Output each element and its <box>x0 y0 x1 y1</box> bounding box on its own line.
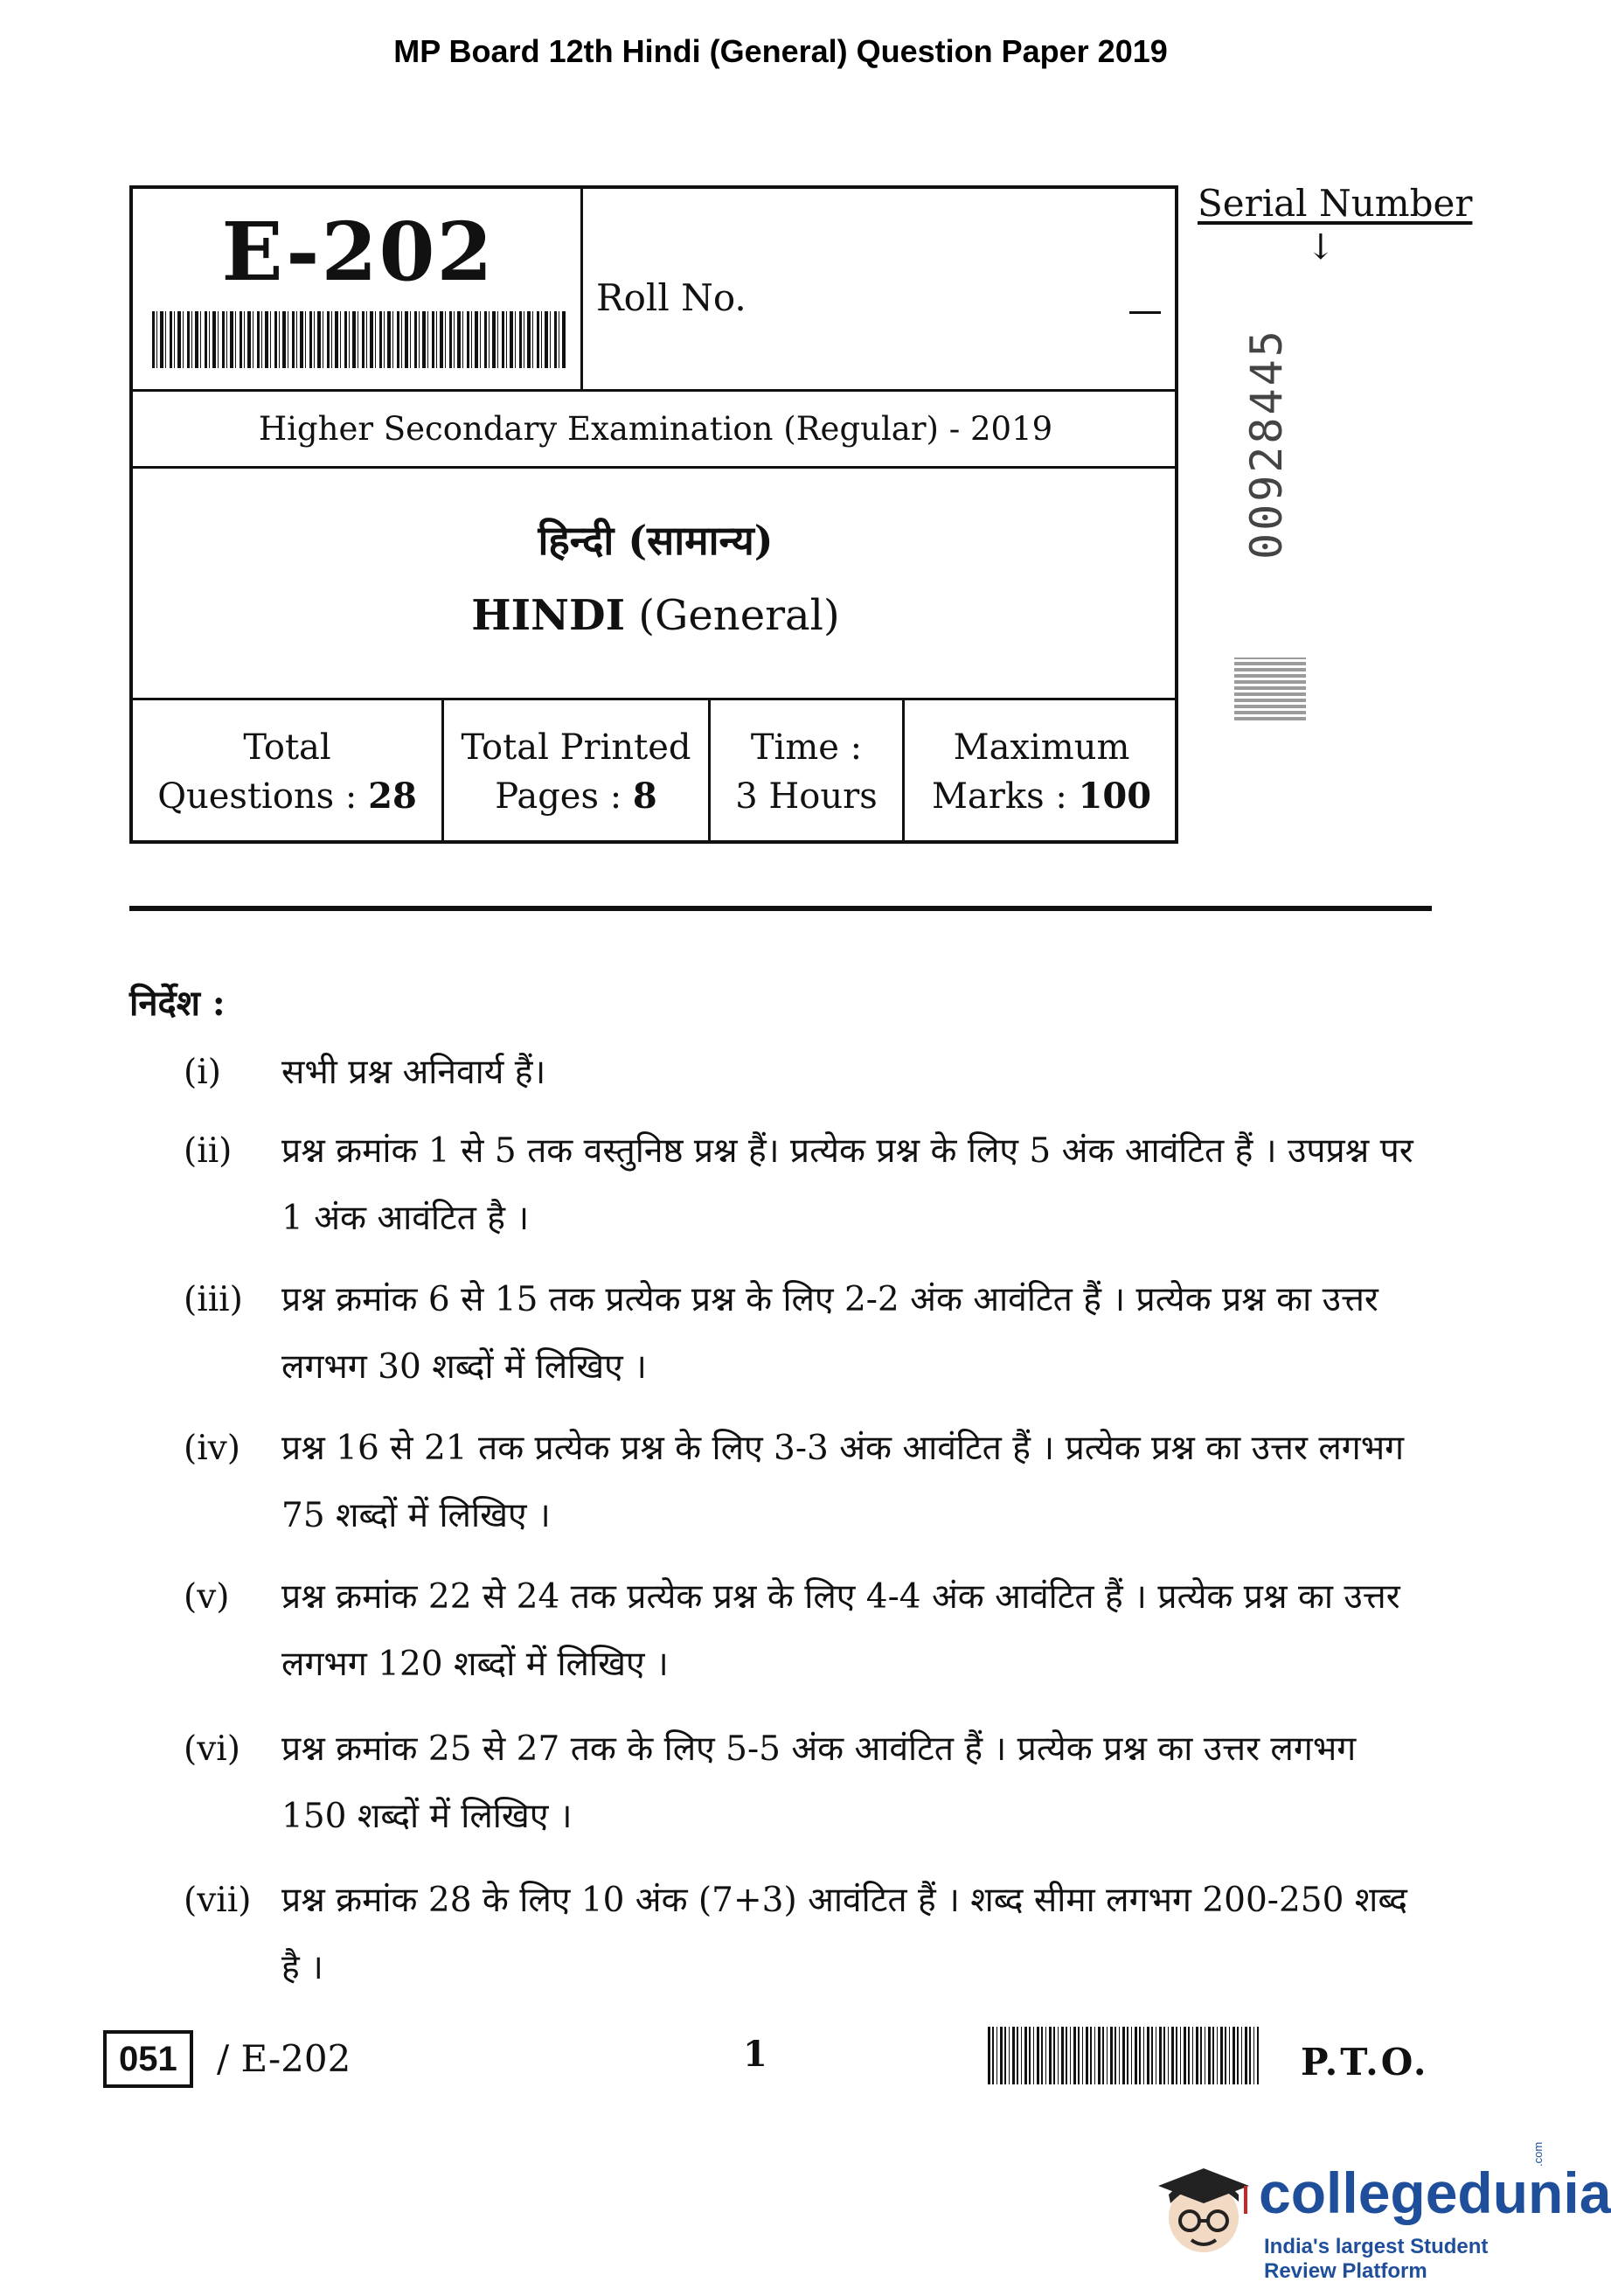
serial-number: 00928445 <box>1241 328 1292 560</box>
total-pages-value: 8 <box>632 776 657 817</box>
pto-label: P.T.O. <box>1301 2041 1429 2084</box>
time: Time : 3 Hours <box>708 700 902 844</box>
total-questions-value: 28 <box>368 776 417 817</box>
paper-header-box <box>129 185 1178 844</box>
instruction-number: (iii) <box>184 1280 243 1319</box>
subject-hindi: हिन्दी (सामान्य) <box>538 517 774 564</box>
instruction-text: प्रश्न क्रमांक 6 से 15 तक प्रत्येक प्रश्न के लिए 2-2 अंक आवंटित हैं । प्रत्येक प्रश्न का उत्तर लगभग 30 शब्दों में लिखिए । <box>281 1280 1378 1387</box>
instruction-item <box>184 1715 1425 1850</box>
divider <box>133 466 1178 469</box>
instruction-text: प्रश्न क्रमांक 28 के लिए 10 अंक (7+3) आवंटित हैं । शब्द सीमा लगभग 200-250 शब्द है । <box>281 1881 1408 1987</box>
qr-code-icon <box>1234 657 1306 720</box>
instruction-number: (iv) <box>184 1429 240 1468</box>
footer-code: 051 <box>103 2030 193 2088</box>
page-number: 1 <box>743 2034 767 2075</box>
barcode-icon <box>152 311 567 368</box>
instruction-text: प्रश्न 16 से 21 तक प्रत्येक प्रश्न के लिए 3-3 अंक आवंटित हैं । प्रत्येक प्रश्न का उत्तर लगभग 75 शब्दों में लिखिए । <box>281 1429 1405 1535</box>
instruction-number: (i) <box>184 1053 221 1092</box>
subject-english <box>133 591 1178 640</box>
instruction-number: (v) <box>184 1577 230 1617</box>
exam-name: Higher Secondary Examination (Regular) - 2019 <box>258 410 1053 448</box>
down-arrow-icon: ↓ <box>1306 227 1336 268</box>
subject-english-bold: HINDI <box>471 591 626 640</box>
instruction-number: (vii) <box>184 1881 252 1920</box>
instruction-text: सभी प्रश्न अनिवार्य हैं। <box>281 1053 546 1092</box>
maximum-marks-value: 100 <box>1078 776 1152 817</box>
exam-code: E-202 <box>221 205 495 299</box>
instruction-item <box>184 1867 1425 2001</box>
collegedunia-logo-icon <box>1158 2160 1254 2265</box>
instruction-item <box>184 1415 1425 1549</box>
roll-number-field <box>1129 311 1161 314</box>
instruction-text: प्रश्न क्रमांक 1 से 5 तक वस्तुनिष्ठ प्रश्न हैं। प्रत्येक प्रश्न के लिए 5 अंक आवंटित हैं । उपप्रश्न पर 1 अंक आवंटित है । <box>281 1131 1413 1238</box>
instruction-text: प्रश्न क्रमांक 22 से 24 तक प्रत्येक प्रश्न के लिए 4-4 अंक आवंटित हैं । प्रत्येक प्रश्न का उत्तर लगभग 120 शब्दों में लिखिए । <box>281 1577 1400 1684</box>
barcode-icon <box>988 2027 1259 2084</box>
serial-number-label: Serial Number <box>1198 182 1473 225</box>
section-divider <box>129 906 1432 911</box>
instruction-item <box>184 1563 1425 1698</box>
time-value: 3 Hours <box>735 776 878 817</box>
brand-dotcom: .com <box>1531 2141 1545 2167</box>
paper-info-row <box>133 700 1178 844</box>
exam-code-cell <box>133 189 583 389</box>
footer-paper-code: / E-202 <box>217 2037 351 2080</box>
page-title: MP Board 12th Hindi (General) Question Paper 2019 <box>393 33 1168 69</box>
instructions-heading: निर्देश : <box>129 983 226 1024</box>
instruction-number: (ii) <box>184 1131 233 1171</box>
total-questions: Total Questions : 28 <box>157 727 417 817</box>
brand-tagline: India's largest Student Review Platform <box>1264 2235 1489 2283</box>
instruction-item <box>184 1039 1425 1106</box>
instruction-item <box>184 1266 1425 1401</box>
instruction-number: (vi) <box>184 1729 240 1769</box>
maximum-marks: Maximum Marks : 100 <box>902 700 1178 844</box>
subject-english-rest: (General) <box>638 591 840 640</box>
instruction-item <box>184 1117 1425 1252</box>
instruction-text: प्रश्न क्रमांक 25 से 27 तक के लिए 5-5 अंक आवंटित हैं । प्रत्येक प्रश्न का उत्तर लगभग 150 शब्दों में लिखिए । <box>281 1729 1357 1836</box>
brand-name: collegedunia <box>1259 2160 1611 2225</box>
total-pages: Total Printed Pages : 8 <box>441 700 708 844</box>
roll-number-label: Roll No. <box>596 276 746 319</box>
